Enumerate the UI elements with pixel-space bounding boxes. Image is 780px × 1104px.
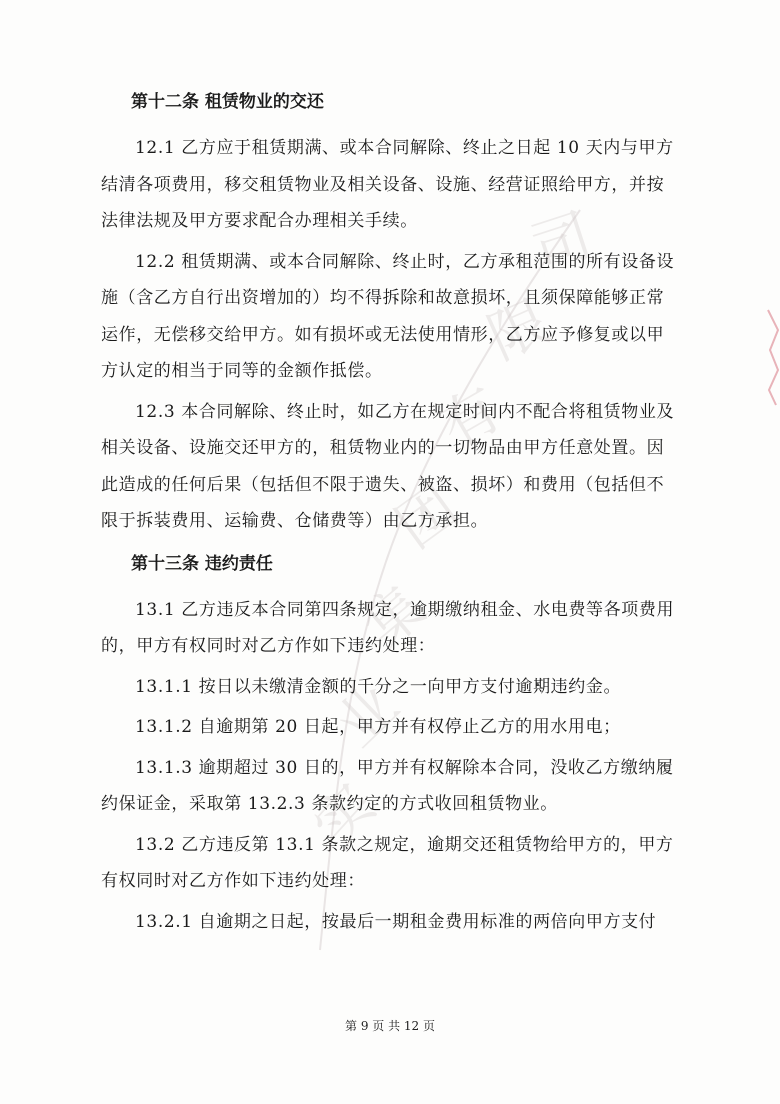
clause-13-1: 13.1 乙方违反本合同第四条规定，逾期缴纳租金、水电费等各项费用的，甲方有权同时对乙方作如下违约处理： [101,599,675,656]
clause-13-1-2: 13.1.2 自逾期第 20 日起，甲方并有权停止乙方的用水用电； [135,717,621,737]
svg-text:集: 集 [350,571,439,661]
clause-12-3: 12.3 本合同解除、终止时，如乙方在规定时间内不配合将租赁物业及相关设备、设施交还甲方的，租赁物业内的一切物品由甲方任意处置。因此造成的任何后果（包括但不限于遗失、被盗、损坏）和费用（包括但不限于拆装费用、运输费、仓储费等）由乙方承担。 [101,401,675,531]
clause-12-1: 12.1 乙方应于租赁期满、或本合同解除、终止之日起 10 天内与甲方结清各项费用，移交租赁物业及相关设备、设施、经营证照给甲方，并按法律法规及甲方要求配合办理相关手续。 [101,138,674,231]
svg-text:司: 司 [523,200,600,284]
svg-text:限: 限 [478,287,559,373]
clause-13-1-1: 13.1.1 按日以未缴清金额的千分之一向甲方支付逾期违约金。 [135,676,622,697]
edge-seal-mark [766,300,780,410]
clause-13-2-1: 13.2.1 自逾期之日起，按最后一期租金费用标准的两倍向甲方支付 [135,911,657,932]
svg-text:有: 有 [428,374,513,463]
clause-12-2: 12.2 租赁期满、或本合同解除、终止时，乙方承租范围的所有设备设施（含乙方自行出资增加的）均不得拆除和故意损坏，且须保障能够正常运作，无偿移交给甲方。如有损坏或无法使用情形，乙方应予修复或以甲方认定的相当于同等的金额作抵偿。 [101,251,675,381]
svg-text:实: 实 [299,770,390,860]
document-body [101,92,681,940]
svg-text:团: 团 [383,472,471,562]
clause-13-1-3: 13.1.3 逾期超过 30 日的，甲方并有权解除本合同，没收乙方缴纳履约保证金，采取第 13.2.3 条款约定的方式收回租赁物业。 [101,757,674,814]
section-heading-13: 第十三条 违约责任 [131,553,273,574]
section-heading-12: 第十二条 租赁物业的交还 [131,92,324,112]
clause-13-2: 13.2 乙方违反第 13.1 条款之规定，逾期交还租赁物给甲方的，甲方有权同时对乙方作如下违约处理： [101,834,674,891]
page-number-footer: 第 9 页 共 12 页 [345,1019,435,1033]
svg-text:业: 业 [322,670,412,761]
